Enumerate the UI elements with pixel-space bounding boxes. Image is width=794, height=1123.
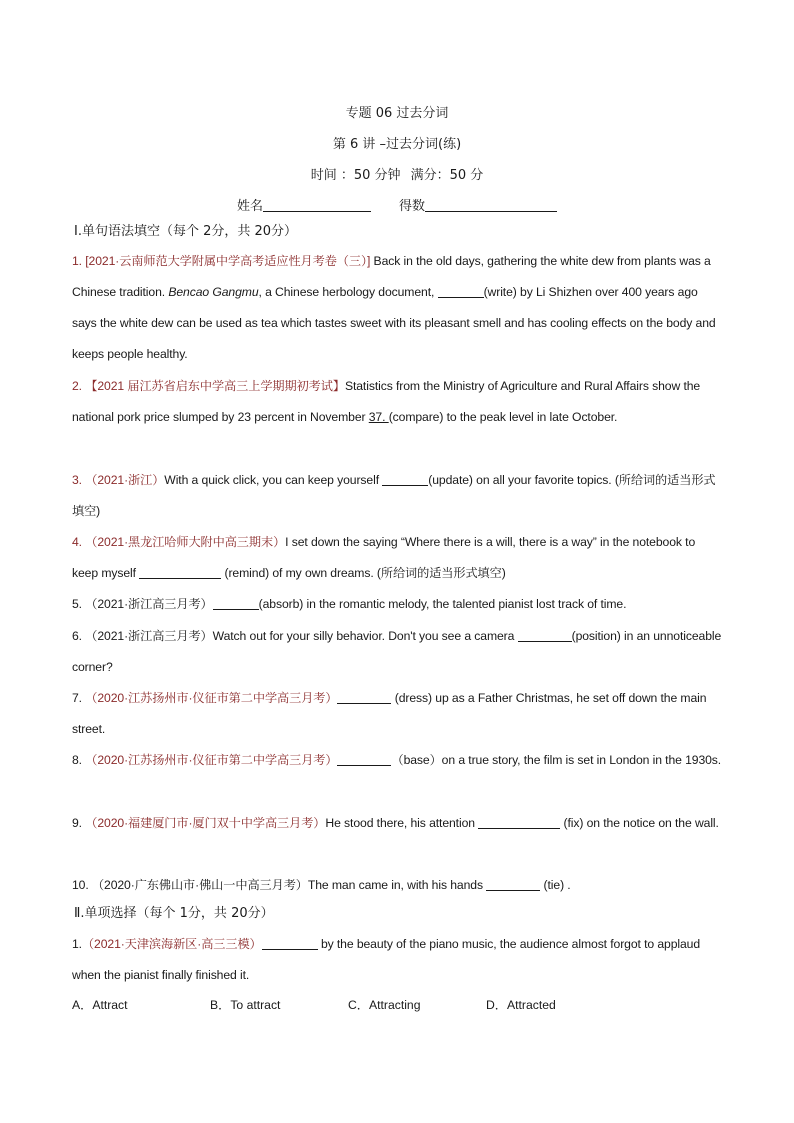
question-text: by the beauty of the piano music, the audience almost forgot to applaud when the pianist finally finished it. [72,937,701,982]
worksheet-subtitle: 第 6 讲 –过去分词(练) [332,137,462,152]
option-a[interactable]: A．Attract [72,998,128,1012]
question-text: (update) on all your favorite topics. (所给词的适当形式填空) [72,473,716,518]
question-source: （2020·江苏扬州市·仪征市第二中学高三月考） [85,691,338,705]
question-8 [72,745,724,776]
question-text: (write) by Li Shizhen over 400 years ago says the white dew can be used as tea which tastes sweet with its pleasant smell and has cooling effects on the body and keeps people healthy. [72,285,716,361]
question-text: With a quick click, you can keep yourself [164,473,383,487]
option-d[interactable]: D．Attracted [486,998,556,1012]
question-source: （2020·江苏扬州市·仪征市第二中学高三月考） [85,753,338,767]
mc-question-1 [72,929,724,991]
question-italic-text: Bencao Gangmu [168,285,259,299]
time-label: 时间 ：50 分钟 [310,168,401,183]
name-label: 姓名 [236,199,263,214]
question-text: He stood there, his attention [325,816,479,830]
question-number: 8. [72,753,86,767]
question-10 [72,870,724,901]
question-text: (tie) . [540,878,571,892]
option-b[interactable]: B．To attract [210,998,281,1012]
section1-heading: Ⅰ.单句语法填空（每个 2分，共 20分） [74,224,298,239]
question-text: The man came in, with his hands [307,878,487,892]
answer-blank[interactable] [382,473,428,486]
question-source: （2021·浙江高三月考） [85,597,213,611]
question-source: 【2021 届江苏省启东中学高三上学期期初考试】 [85,379,345,393]
answer-blank[interactable] [213,597,259,610]
section2-heading: Ⅱ.单项选择（每个 1分，共 20分） [74,906,274,921]
question-source: （2020·广东佛山市·佛山一中高三月考） [91,878,308,892]
question-text: Watch out for your silly behavior. Don't you see a camera [212,629,518,643]
question-5 [72,589,724,620]
question-number: 9. [72,816,86,830]
question-3 [72,465,724,527]
question-text: (remind) of my own dreams. (所给词的适当形式填空) [221,566,506,580]
points-field[interactable] [425,199,557,212]
answer-blank[interactable]: 37. [368,410,389,424]
question-number: 7. [72,691,86,705]
question-text: (position) in an unnoticeable corner? [72,629,722,674]
question-text: （base）on a true story, the film is set in London in the 1930s. [391,753,722,767]
answer-blank[interactable] [518,629,572,642]
question-number: 10. [72,878,92,892]
question-1 [72,246,724,370]
question-source: [2021·云南师范大学附属中学高考适应性月考卷（三）] [85,254,371,268]
question-text: (fix) on the notice on the wall. [560,816,719,830]
question-source: （2021·天津滨海新区·高三三模） [81,937,262,951]
question-source: （2020·福建厦门市·厦门双十中学高三月考） [85,816,326,830]
answer-blank[interactable] [486,878,540,891]
answer-blank[interactable] [262,937,318,950]
question-number: 5. [72,597,86,611]
question-source: （2021·浙江高三月考） [85,629,213,643]
answer-blank[interactable] [478,816,560,829]
answer-blank[interactable] [337,691,391,704]
score-label: 满分：50 分 [410,168,484,183]
question-source: （2021·浙江） [85,473,165,487]
question-4 [72,527,724,589]
question-text: Back in the old days, gathering the white dew from plants was a Chinese tradition. [72,254,711,299]
question-text: (compare) to the peak level in late October. [388,410,618,424]
question-number: 2. [72,379,86,393]
worksheet-title: 专题 06 过去分词 [345,106,449,121]
name-score-row [0,195,794,214]
question-source: （2021·黑龙江哈师大附中高三期末） [85,535,286,549]
question-number: 3. [72,473,86,487]
question-number: 4. [72,535,86,549]
question-6 [72,621,724,683]
question-number: 1. [72,937,82,951]
points-label: 得数 [399,199,426,214]
question-number: 6. [72,629,86,643]
name-field[interactable] [263,199,371,212]
answer-blank[interactable] [337,753,391,766]
question-text: I set down the saying “Where there is a will, there is a way” in the notebook to keep myself [72,535,696,580]
question-number: 1. [72,254,86,268]
question-9 [72,808,724,839]
mc-options [72,996,624,1013]
question-7 [72,683,724,745]
answer-blank[interactable] [438,285,484,298]
question-text: Statistics from the Ministry of Agriculture and Rural Affairs show the national pork price slumped by 23 percent in November [72,379,701,424]
time-and-score [0,164,794,183]
question-2 [72,371,724,433]
question-text: , a Chinese herbology document, [258,285,438,299]
question-text: (dress) up as a Father Christmas, he set off down the main street. [72,691,707,736]
option-c[interactable]: C．Attracting [348,998,421,1012]
answer-blank[interactable] [139,566,221,579]
question-text: (absorb) in the romantic melody, the talented pianist lost track of time. [258,597,627,611]
